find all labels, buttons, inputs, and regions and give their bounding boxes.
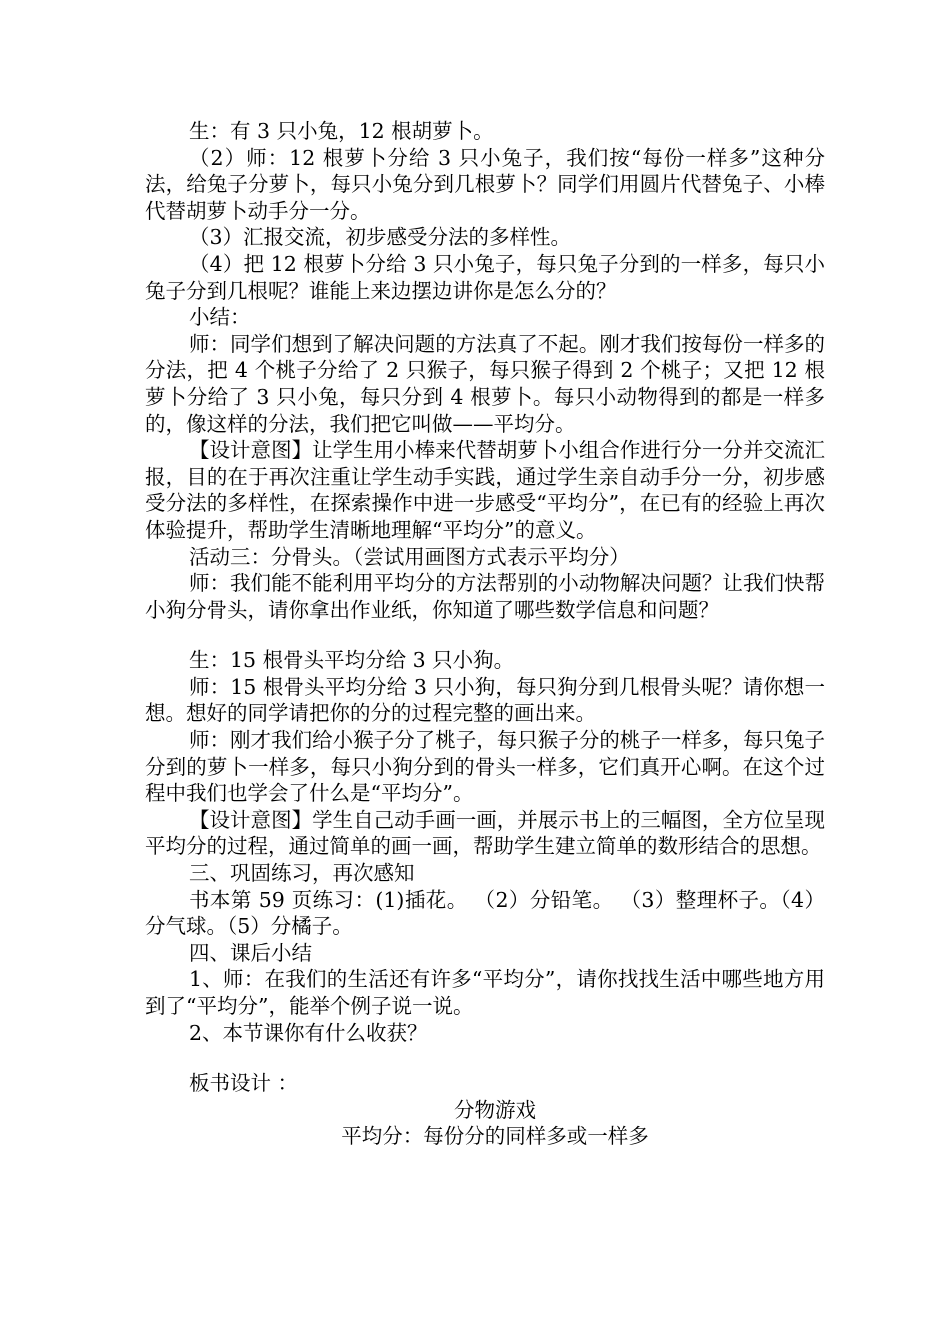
paragraph-step-3: （3）汇报交流，初步感受分法的多样性。 <box>189 225 572 250</box>
document-page <box>145 118 825 1150</box>
paragraph-summary-heading: 小结： <box>189 305 251 330</box>
paragraph-practice-list: 书本第 59 页练习：(1)插花。 （2）分铅笔。 （3）整理杯子。（4）分气球。（5）分橘子。 <box>145 887 825 939</box>
paragraph-teacher-recap: 师：刚才我们给小猴子分了桃子，每只猴子分的桃子一样多，每只兔子分到的萝卜一样多，每只小狗分到的骨头一样多，它们真开心啊。在这个过程中我们也学会了什么是“平均分”。 <box>145 728 825 806</box>
paragraph-design-intent-2: 【设计意图】学生自己动手画一画，并展示书上的三幅图，全方位呈现平均分的过程，通过简单的画一画，帮助学生建立简单的数形结合的思想。 <box>145 807 825 859</box>
blank-line <box>145 623 825 647</box>
paragraph-summary-1: 1、师：在我们的生活还有许多“平均分”，请你找找生活中哪些地方用到了“平均分”，能举个例子说一说。 <box>145 967 825 1018</box>
paragraph-step-4: （4）把 12 根萝卜分给 3 只小兔子，每只兔子分到的一样多，每只小兔子分到几根呢？谁能上来边摆边讲你是怎么分的？ <box>145 251 825 303</box>
blank-line <box>145 1046 825 1070</box>
paragraph-design-intent-1: 【设计意图】让学生用小棒来代替胡萝卜小组合作进行分一分并交流汇报，目的在于再次注重让学生动手实践，通过学生亲自动手分一分，初步感受分法的多样性，在探索操作中进一步感受“平均分”，在已有的经验上再次体验提升，帮助学生清晰地理解“平均分”的意义。 <box>145 438 825 542</box>
paragraph-teacher-question-bones: 师：我们能不能利用平均分的方法帮别的小动物解决问题？让我们快帮小狗分骨头，请你拿出作业纸，你知道了哪些数学信息和问题？ <box>145 571 825 622</box>
paragraph-student-answer-bones: 生：15 根骨头平均分给 3 只小狗。 <box>189 648 515 673</box>
paragraph-teacher-draw: 师：15 根骨头平均分给 3 只小狗，每只狗分到几根骨头呢？请你想一想。想好的同学请把你的分的过程完整的画出来。 <box>145 674 825 726</box>
paragraph-summary-2: 2、本节课你有什么收获？ <box>189 1020 428 1045</box>
board-title: 分物游戏 <box>454 1097 536 1122</box>
heading-lesson-summary: 四、课后小结 <box>189 940 312 965</box>
paragraph-step-2: （2）师：12 根萝卜分给 3 只小兔子，我们按“每份一样多”这种分法，给兔子分萝卜，每只小兔分到几根萝卜？同学们用圆片代替兔子、小棒代替胡萝卜动手分一分。 <box>145 145 825 223</box>
heading-practice: 三、巩固练习，再次感知 <box>189 861 415 886</box>
board-design-label: 板书设计 ： <box>189 1071 299 1096</box>
board-definition: 平均分：每份分的同样多或一样多 <box>341 1124 649 1149</box>
paragraph-activity-3: 活动三：分骨头。（尝试用画图方式表示平均分） <box>189 544 630 569</box>
paragraph-student-answer-rabbits: 生：有 3 只小兔，12 根胡萝卜。 <box>189 119 494 143</box>
paragraph-summary-text: 师：同学们想到了解决问题的方法真了不起。刚才我们按每份一样多的分法，把 4 个桃子分给了 2 只猴子，每只猴子得到 2 个桃子；又把 12 根萝卜分给了 3 只小兔，每只分到 4 根萝卜。每只小动物得到的都是一样多的，像这样的分法，我们把它叫做——平均分。 <box>145 331 825 436</box>
